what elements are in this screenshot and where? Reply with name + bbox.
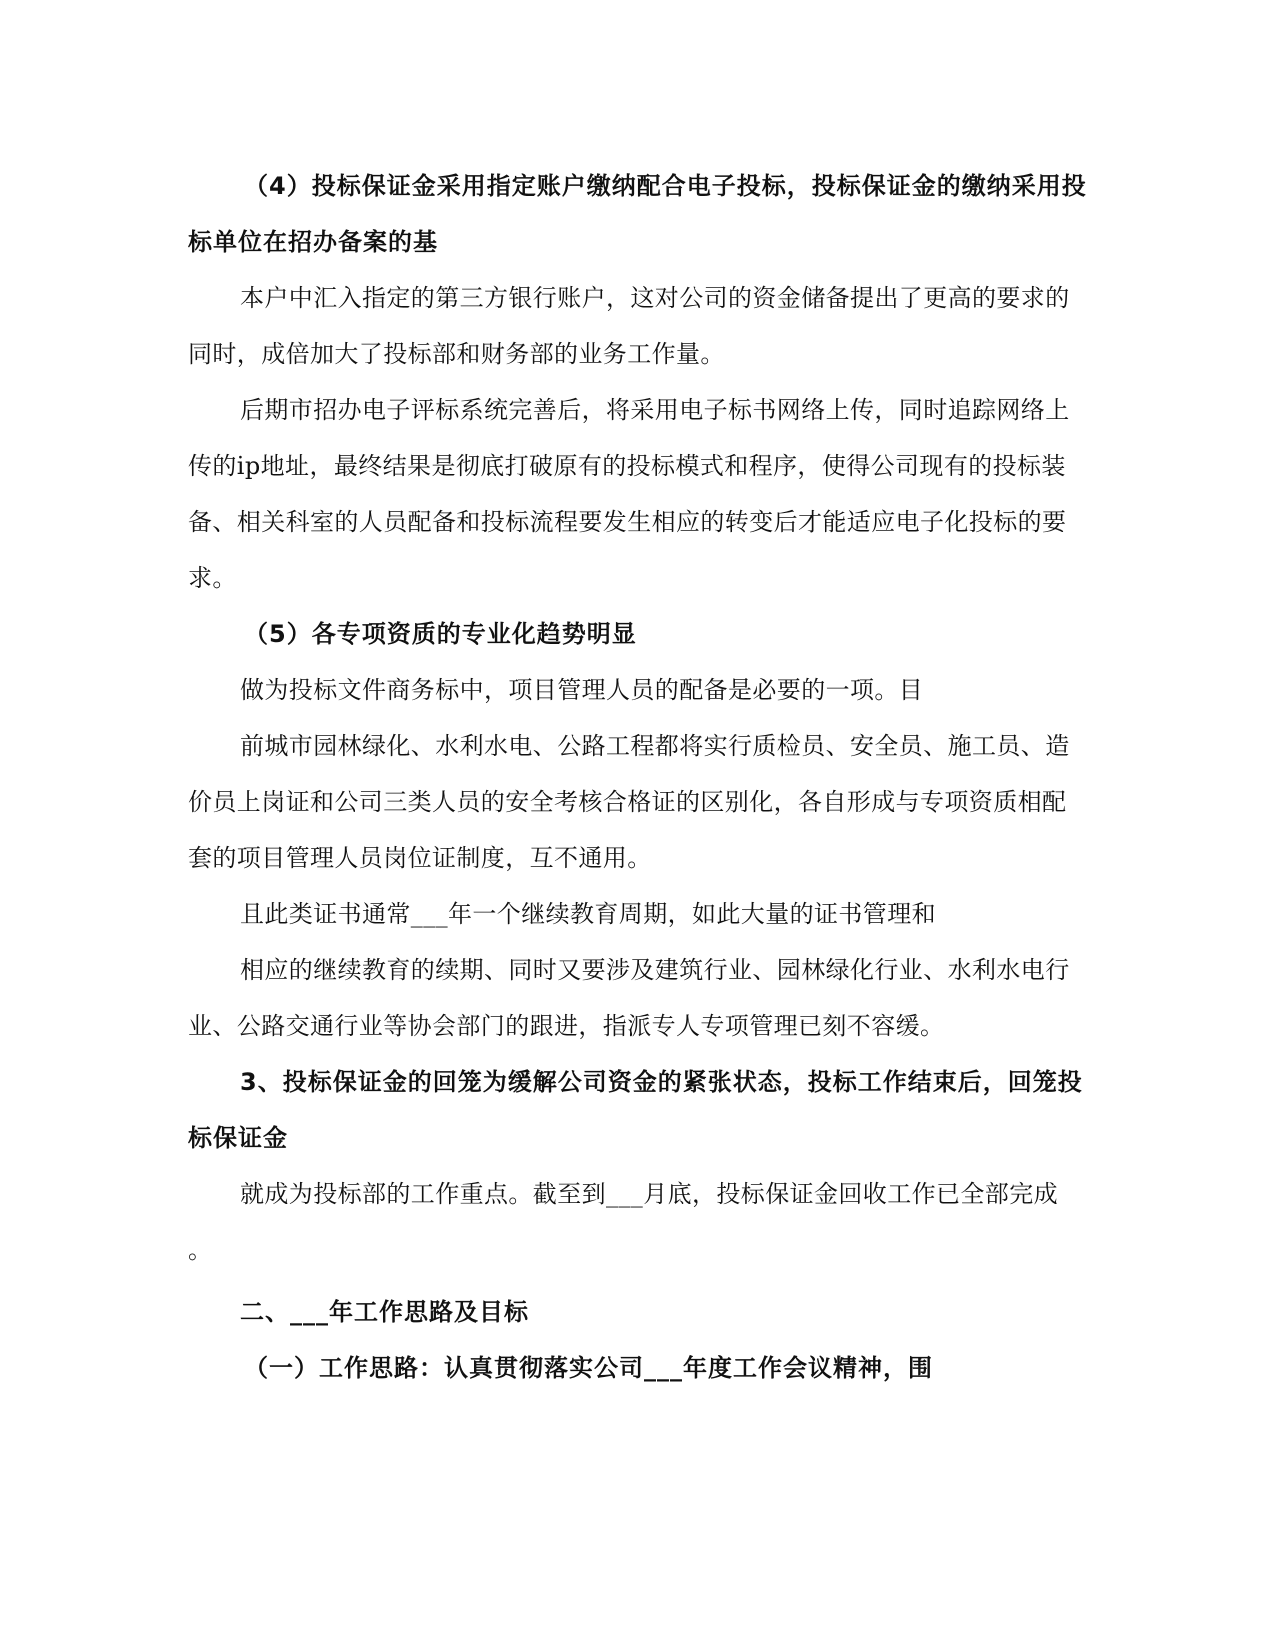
paragraph-line: 就成为投标部的工作重点。截至到___月底，投标保证金回收工作已全部完成 xyxy=(240,1180,1058,1208)
paragraph-line: 且此类证书通常___年一个继续教育周期，如此大量的证书管理和 xyxy=(240,900,936,928)
paragraph-line: 价员上岗证和公司三类人员的安全考核合格证的区别化，各自形成与专项资质相配 xyxy=(188,788,1067,816)
paragraph-line: 后期市招办电子评标系统完善后，将采用电子标书网络上传，同时追踪网络上 xyxy=(240,396,1070,424)
paragraph-line: 前城市园林绿化、水利水电、公路工程都将实行质检员、安全员、施工员、造 xyxy=(240,732,1070,760)
paragraph-line: 相应的继续教育的续期、同时又要涉及建筑行业、园林绿化行业、水利水电行 xyxy=(240,956,1070,984)
paragraph-line: 做为投标文件商务标中，项目管理人员的配备是必要的一项。目 xyxy=(240,676,924,704)
paragraph-line: 求。 xyxy=(188,564,237,592)
heading-3-line-1: 3、投标保证金的回笼为缓解公司资金的紧张状态，投标工作结束后，回笼投 xyxy=(240,1068,1083,1096)
paragraph-line: 套的项目管理人员岗位证制度，互不通用。 xyxy=(188,844,652,872)
paragraph-line: 业、公路交通行业等协会部门的跟进，指派专人专项管理已刻不容缓。 xyxy=(188,1012,945,1040)
paragraph-line: 本户中汇入指定的第三方银行账户，这对公司的资金储备提出了更高的要求的 xyxy=(240,284,1070,312)
paragraph-line: 备、相关科室的人员配备和投标流程要发生相应的转变后才能适应电子化投标的要 xyxy=(188,508,1067,536)
heading-5: （5）各专项资质的专业化趋势明显 xyxy=(244,620,637,648)
heading-3-line-2: 标保证金 xyxy=(188,1124,288,1152)
heading-4-line-2: 标单位在招办备案的基 xyxy=(188,228,438,256)
heading-4-line-1: （4）投标保证金采用指定账户缴纳配合电子投标，投标保证金的缴纳采用投 xyxy=(244,172,1087,200)
section-heading-2: 二、___年工作思路及目标 xyxy=(240,1298,529,1326)
subsection-heading-1: （一）工作思路：认真贯彻落实公司___年度工作会议精神，围 xyxy=(244,1354,933,1382)
paragraph-line: 。 xyxy=(188,1236,213,1264)
paragraph-line: 传的ip地址，最终结果是彻底打破原有的投标模式和程序，使得公司现有的投标装 xyxy=(188,452,1066,480)
paragraph-line: 同时，成倍加大了投标部和财务部的业务工作量。 xyxy=(188,340,725,368)
